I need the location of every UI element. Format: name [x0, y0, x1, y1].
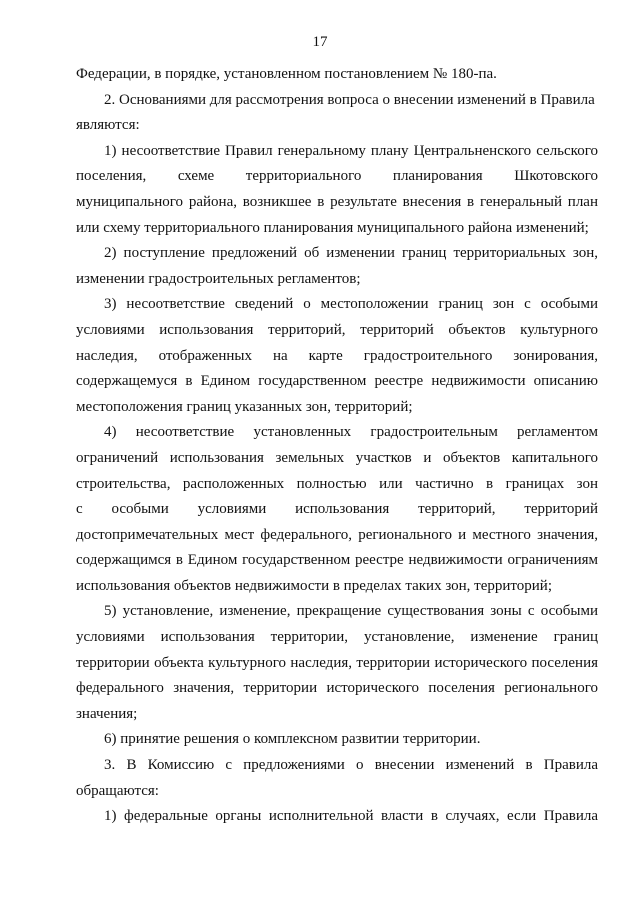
text-line: 3) несоответствие сведений о местоположении границ зон с особыми	[104, 296, 598, 313]
text-line: строительства, расположенных полностью или частично в границах зон	[76, 475, 598, 492]
text-line: 1) несоответствие Правил генеральному плану Центральненского сельского	[104, 142, 598, 159]
text-line: поселения, схеме территориального планирования Шкотовского	[76, 168, 598, 185]
text-line: обращаются:	[76, 782, 159, 799]
text-line: изменении градостроительных регламентов;	[76, 270, 361, 287]
text-line: являются:	[76, 117, 140, 134]
text-line: условиями использования территорий, территорий объектов культурного	[76, 321, 598, 338]
text-line: 5) установление, изменение, прекращение существования зоны с особыми	[104, 603, 598, 620]
text-line: с особыми условиями использования территорий, территорий	[76, 501, 598, 518]
text-line: 6) принятие решения о комплексном развитии территории.	[104, 731, 481, 748]
text-line: 3. В Комиссию с предложениями о внесении изменений в Правила	[104, 757, 598, 774]
text-line: федерального значения, территории исторического поселения регионального	[76, 680, 598, 697]
text-line: значения;	[76, 705, 138, 722]
text-line: 2) поступление предложений об изменении границ территориальных зон,	[104, 245, 598, 262]
text-line: местоположения границ указанных зон, территорий;	[76, 398, 413, 415]
text-line: достопримечательных мест федерального, регионального и местного значения,	[76, 526, 598, 543]
text-line: или схему территориального планирования муниципального района изменений;	[76, 219, 589, 236]
text-line: использования объектов недвижимости в пределах таких зон, территорий;	[76, 577, 553, 594]
text-line: ограничений использования земельных участков и объектов капитального	[76, 449, 598, 466]
text-line: содержащемуся в Едином государственном реестре недвижимости описанию	[76, 373, 598, 390]
text-line: условиями использования территории, установление, изменение границ	[76, 629, 598, 646]
text-line: 1) федеральные органы исполнительной власти в случаях, если Правила	[104, 808, 598, 825]
text-line: 4) несоответствие установленных градостроительным регламентом	[104, 424, 598, 441]
page-number: 17	[312, 34, 328, 50]
text-line: 2. Основаниями для рассмотрения вопроса о внесении изменений в Правила	[104, 91, 595, 108]
text-line: Федерации, в порядке, установленном постановлением № 180-па.	[76, 66, 497, 82]
text-line: наследия, отображенных на карте градостроительного зонирования,	[76, 347, 598, 364]
text-line: муниципального района, возникшее в результате внесения в генеральный план	[76, 193, 598, 210]
document-body	[76, 62, 598, 830]
text-line: содержащимся в Едином государственном реестре недвижимости ограничениям	[76, 552, 598, 569]
text-line: территории объекта культурного наследия, территории исторического поселения	[76, 654, 598, 671]
